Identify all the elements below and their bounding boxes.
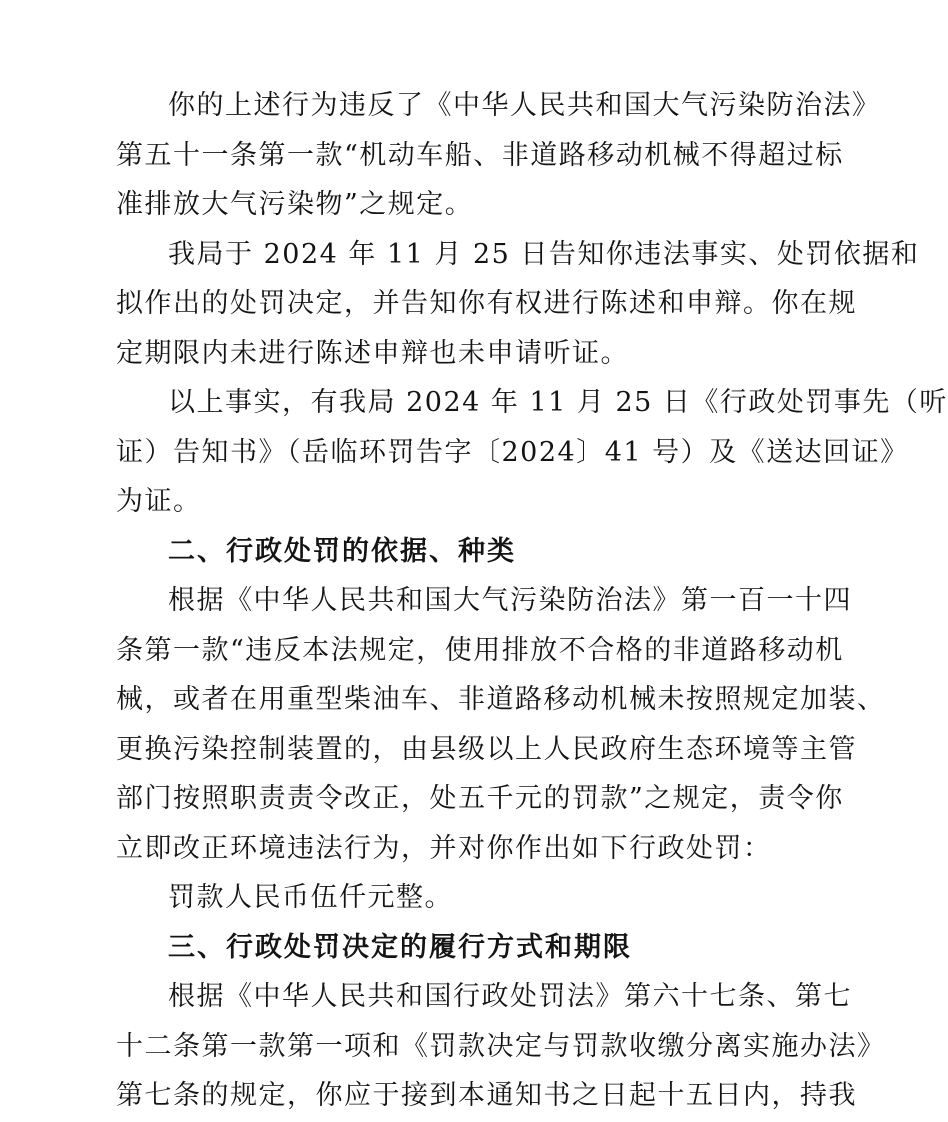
- paragraph-line: 第五十一条第一款“机动车船、非道路移动机械不得超过标: [116, 140, 844, 171]
- paragraph-line: 条第一款“违反本法规定，使用排放不合格的非道路移动机: [116, 635, 844, 666]
- paragraph-line: 十二条第一款第一项和《罚款决定与罚款收缴分离实施办法》: [116, 1031, 886, 1062]
- paragraph-line: 械，或者在用重型柴油车、非道路移动机械未按照规定加装、: [116, 684, 886, 715]
- paragraph-line: 定期限内未进行陈述申辩也未申请听证。: [116, 338, 629, 369]
- paragraph-line: 根据《中华人民共和国行政处罚法》第六十七条、第七: [168, 981, 852, 1012]
- paragraph-line: 第七条的规定，你应于接到本通知书之日起十五日内，持我: [116, 1080, 857, 1111]
- paragraph-line: 为证。: [116, 486, 202, 517]
- paragraph-line: 罚款人民币伍仟元整。: [168, 882, 453, 913]
- paragraph-line: 你的上述行为违反了《中华人民共和国大气污染防治法》: [168, 90, 881, 121]
- paragraph-line: 我局于 2024 年 11 月 25 日告知你违法事实、处罚依据和: [168, 239, 920, 270]
- section-heading: 二、行政处罚的依据、种类: [168, 536, 516, 567]
- paragraph-line: 拟作出的处罚决定，并告知你有权进行陈述和申辩。你在规: [116, 288, 857, 319]
- paragraph-line: 根据《中华人民共和国大气污染防治法》第一百一十四: [168, 585, 852, 616]
- paragraph-line: 准排放大气污染物”之规定。: [116, 189, 474, 220]
- paragraph-line: 更换污染控制装置的，由县级以上人民政府生态环境等主管: [116, 734, 857, 765]
- paragraph-line: 证）告知书》（岳临环罚告字〔2024〕41 号）及《送达回证》: [116, 437, 909, 468]
- paragraph-line: 立即改正环境违法行为，并对你作出如下行政处罚：: [116, 833, 772, 864]
- paragraph-line: 部门按照职责责令改正，处五千元的罚款”之规定，责令你: [116, 783, 844, 814]
- paragraph-line: 以上事实，有我局 2024 年 11 月 25 日《行政处罚事先（听: [168, 387, 948, 418]
- section-heading: 三、行政处罚决定的履行方式和期限: [168, 932, 632, 963]
